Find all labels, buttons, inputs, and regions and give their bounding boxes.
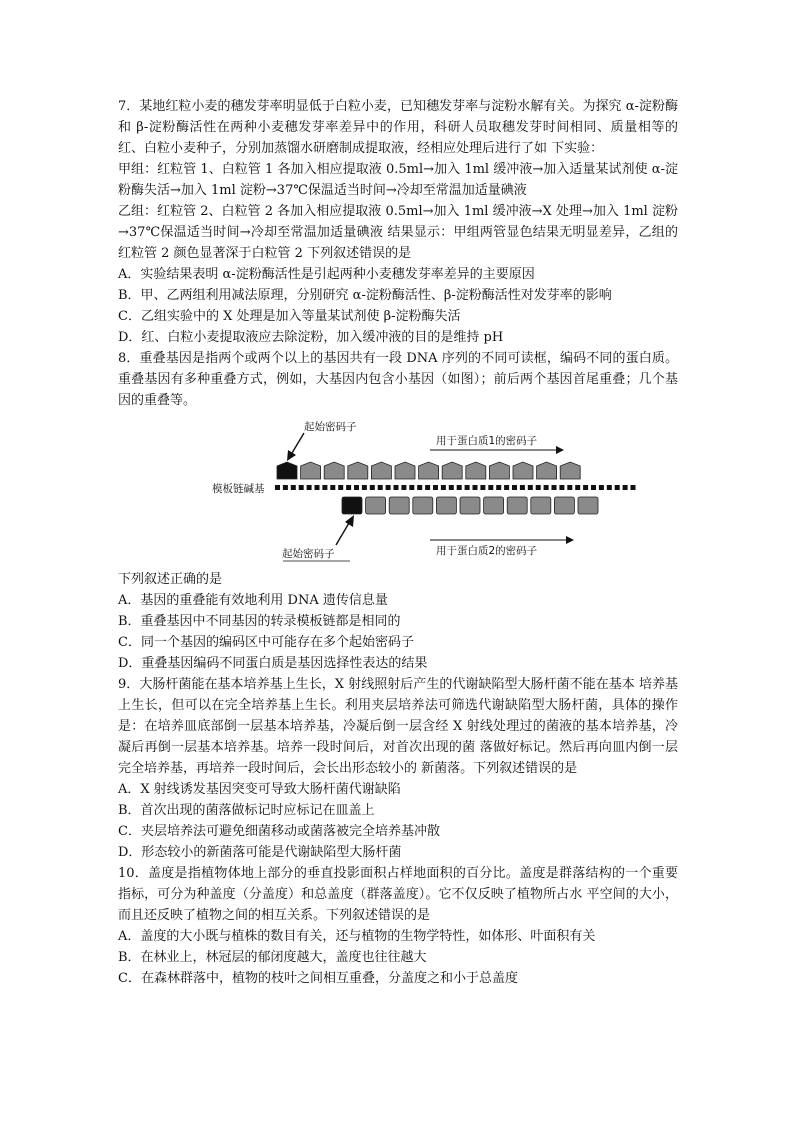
question-9: [118, 674, 678, 863]
protein1-arrowhead: [556, 446, 564, 454]
template-base: [322, 485, 327, 490]
template-base: [409, 485, 414, 490]
template-base: [473, 485, 478, 490]
q10-option-b: B．在林业上，林冠层的郁闭度越大，盖度也往往越大: [118, 950, 427, 965]
q7-option-d: D．红、白粒小麦提取液应去除淀粉，加入缓冲液的目的是维持 pH: [118, 330, 504, 345]
q10-option-a: A．盖度的大小既与植株的数目有关，还与植物的生物学特性，如体形、叶面积有关: [118, 929, 596, 944]
codon-row-protein1: [277, 462, 580, 479]
template-base: [488, 485, 493, 490]
template-base: [338, 485, 343, 490]
codon-protein1: [537, 462, 557, 479]
codon-protein1: [324, 462, 344, 479]
template-base: [378, 485, 383, 490]
q7-stem: 7．某地红粒小麦的穗发芽率明显低于白粒小麦，已知穗发芽率与淀粉水解有关。为探究 α-淀粉酶和 β-淀粉酶活性在两种小麦穗发芽率差异中的作用，科研人员取穗发芽时间相同、质量相等的红、白粒小麦种子，分别加蒸馏水研磨制成提取液，经相应处理后进行了如 下实验：: [118, 99, 678, 156]
q9-stem: 9．大肠杆菌能在基本培养基上生长，X 射线照射后产生的代谢缺陷型大肠杆菌不能在基本 培养基上生长，但可以在完全培养基上生长。利用夹层培养法可筛选代谢缺陷型大肠杆菌，具体的操作是：在培养皿底部倒一层基本培养基，冷凝后倒一层含经 X 射线处理过的菌液的基本培养基，冷凝后再倒一层基本培养基。培养一段时间后，对首次出现的菌 落做好标记。然后再向皿内倒一层完全培养基，再培养一段时间后，会长出形态较小的 新菌落。下列叙述错误的是: [118, 677, 678, 776]
exam-page: [118, 96, 678, 989]
template-base: [552, 485, 557, 490]
q8-option-d: D．重叠基因编码不同蛋白质是基因选择性表达的结果: [118, 656, 428, 671]
template-base: [544, 485, 549, 490]
template-base: [567, 485, 572, 490]
label-start-codon-bottom: 起始密码子: [282, 548, 335, 560]
template-base: [599, 485, 604, 490]
codon-protein2: [484, 497, 504, 514]
codon-protein1: [419, 462, 439, 479]
q8-question: 下列叙述正确的是: [118, 572, 223, 587]
template-base: [307, 485, 312, 490]
codon-protein1: [489, 462, 509, 479]
template-base: [275, 485, 280, 490]
codon-protein1: [466, 462, 486, 479]
template-base: [283, 485, 288, 490]
codon-protein2: [531, 497, 551, 514]
template-base: [480, 485, 485, 490]
template-base: [291, 485, 296, 490]
q8-option-a: A．基因的重叠能有效地利用 DNA 遗传信息量: [118, 593, 388, 608]
template-base: [354, 485, 359, 490]
codon-protein2: [460, 497, 480, 514]
q9-option-d: D．形态较小的新菌落可能是代谢缺陷型大肠杆菌: [118, 845, 402, 860]
template-base: [370, 485, 375, 490]
codon-protein1: [395, 462, 415, 479]
template-base: [386, 485, 391, 490]
label-protein1-codons: 用于蛋白质1的密码子: [436, 435, 538, 447]
template-base: [496, 485, 501, 490]
protein2-arrowhead: [566, 536, 574, 544]
template-base: [330, 485, 335, 490]
codon-protein1: [442, 462, 462, 479]
q7-option-a: A．实验结果表明 α-淀粉酶活性是引起两种小麦穗发芽率差异的主要原因: [118, 267, 535, 282]
q8-option-c: C．同一个基因的编码区中可能存在多个起始密码子: [118, 635, 414, 650]
codon-protein1: [560, 462, 580, 479]
start-codon-arrowhead-bottom: [345, 515, 354, 527]
template-base: [559, 485, 564, 490]
question-8: [118, 348, 678, 674]
codon-protein2: [554, 497, 574, 514]
template-base: [417, 485, 422, 490]
q9-option-b: B．首次出现的菌落做标记时应标记在皿盖上: [118, 803, 375, 818]
overlapping-gene-figure: [118, 413, 678, 569]
start-codon-arrow-top: [292, 433, 304, 453]
question-10: [118, 863, 678, 989]
q8-option-b: B．重叠基因中不同基因的转录模板链都是相同的: [118, 614, 401, 629]
template-base: [504, 485, 509, 490]
template-base: [583, 485, 588, 490]
codon-protein2: [578, 497, 598, 514]
codon-protein2: [366, 497, 386, 514]
template-base: [512, 485, 517, 490]
start-codon-protein1: [277, 462, 297, 479]
codon-protein2: [389, 497, 409, 514]
template-base: [362, 485, 367, 490]
template-base: [615, 485, 620, 490]
label-start-codon-top: 起始密码子: [304, 421, 357, 433]
template-base: [631, 485, 636, 490]
codon-protein1: [301, 462, 321, 479]
template-base: [457, 485, 462, 490]
template-base: [441, 485, 446, 490]
gene-diagram-svg: [118, 413, 678, 569]
template-base: [346, 485, 351, 490]
template-base: [425, 485, 430, 490]
codon-protein2: [413, 497, 433, 514]
template-base: [394, 485, 399, 490]
template-base: [623, 485, 628, 490]
template-base: [433, 485, 438, 490]
template-base: [449, 485, 454, 490]
q9-option-c: C．夹层培养法可避免细菌移动或菌落被完全培养基冲散: [118, 824, 440, 839]
q10-stem: 10．盖度是指植物体地上部分的垂直投影面积占样地面积的百分比。盖度是群落结构的一个重要指标，可分为种盖度（分盖度）和总盖度（群落盖度）。它不仅反映了植物所占水 平空间的大小，而且还反映了植物之间的相互关系。下列叙述错误的是: [118, 866, 678, 923]
question-7: [118, 96, 678, 348]
template-base: [528, 485, 533, 490]
label-protein2-codons: 用于蛋白质2的密码子: [436, 545, 538, 557]
codon-protein1: [371, 462, 391, 479]
start-codon-arrow-bottom: [336, 523, 349, 545]
q7-group-b: 乙组：红粒管 2、白粒管 2 各加入相应提取液 0.5ml→加入 1ml 缓冲液→X 处理→加入 1ml 淀粉→37℃保温适当时间→冷却至常温加适量碘液 结果显示：甲组两管显色结果无明显差异，乙组的红粒管 2 颜色显著深于白粒管 2 下列叙述错误的是: [118, 204, 678, 261]
codon-row-protein2: [342, 497, 598, 514]
template-base: [465, 485, 470, 490]
start-codon-arrowhead-top: [287, 450, 296, 461]
template-base: [591, 485, 596, 490]
template-base: [520, 485, 525, 490]
template-base: [315, 485, 320, 490]
template-base: [299, 485, 304, 490]
q9-option-a: A．X 射线诱发基因突变可导致大肠杆菌代谢缺陷: [118, 782, 401, 797]
template-base: [575, 485, 580, 490]
start-codon-protein2: [342, 497, 362, 514]
q7-option-c: C．乙组实验中的 X 处理是加入等量某试剂使 β-淀粉酶失活: [118, 309, 461, 324]
template-base: [536, 485, 541, 490]
q7-group-a: 甲组：红粒管 1、白粒管 1 各加入相应提取液 0.5ml→加入 1ml 缓冲液→加入适量某试剂使 α-淀粉酶失活→加入 1ml 淀粉→37℃保温适当时间→冷却至常温加适量碘液: [118, 162, 678, 198]
q8-stem: 8．重叠基因是指两个或两个以上的基因共有一段 DNA 序列的不同可读框，编码不同的蛋白质。重叠基因有多种重叠方式，例如，大基因内包含小基因（如图）；前后两个基因首尾重叠；几个基因的重叠等。: [118, 351, 678, 408]
template-strand-bases: [275, 485, 636, 490]
codon-protein2: [436, 497, 456, 514]
codon-protein2: [507, 497, 527, 514]
template-base: [607, 485, 612, 490]
template-base: [401, 485, 406, 490]
label-template-strand: 模板链碱基: [212, 483, 265, 495]
q10-option-c: C．在森林群落中，植物的枝叶之间相互重叠，分盖度之和小于总盖度: [118, 971, 518, 986]
q7-option-b: B．甲、乙两组利用减法原理，分别研究 α-淀粉酶活性、β-淀粉酶活性对发芽率的影响: [118, 288, 612, 303]
codon-protein1: [348, 462, 368, 479]
codon-protein1: [513, 462, 533, 479]
